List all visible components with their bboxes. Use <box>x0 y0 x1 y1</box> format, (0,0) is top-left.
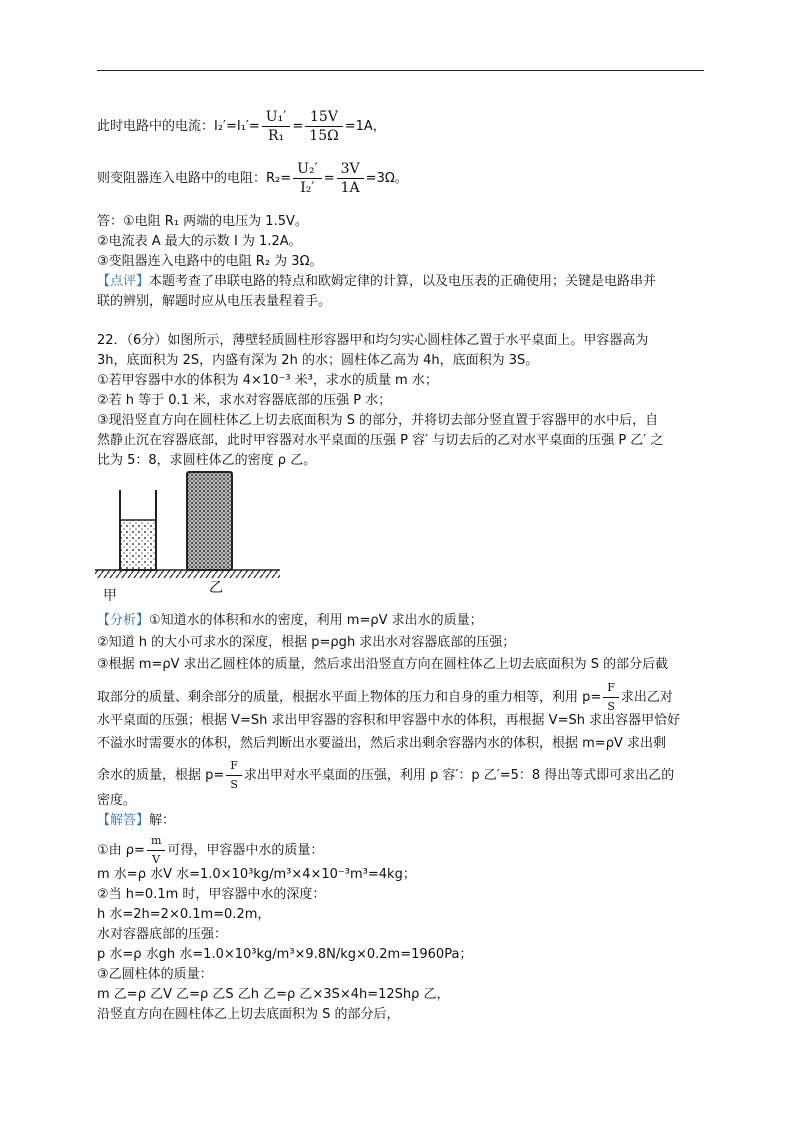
question-line-2: 3h，底面积为 2S，内盛有深为 2h 的水；圆柱体乙高为 4h，底面积为 3S。 <box>97 353 539 368</box>
container-cylinder-figure <box>95 470 315 605</box>
header-rule <box>97 70 704 71</box>
solution-1: ①由 ρ= $\frac{m}{V}$ 可得，甲容器中水的质量： <box>97 832 323 869</box>
comment-1: 【点评】本题考查了串联电路的特点和欧姆定律的计算，以及电压表的正确使用；关键是电路串并 <box>97 274 657 289</box>
question-line-3: ①若甲容器中水的体积为 4×10⁻³ 米³，求水的质量 m 水； <box>97 373 438 388</box>
resistance-line: 则变阻器连入电路中的电阻：R₂= $\frac{\text{U₂′}}{\text{I₂′}}$ = $\frac{3V}{1A}$ =3Ω。 <box>97 161 408 196</box>
solution-6: p 水=ρ 水gh 水=1.0×10³kg/m³×9.8N/kg×0.2m=1960Pa； <box>97 947 473 962</box>
question-line-7: 比为 5：8，求圆柱体乙的密度 ρ 乙。 <box>97 453 317 468</box>
question-line-4: ②若 h 等于 0.1 米，求水对容器底部的压强 P 水； <box>97 393 392 408</box>
question-line-6: 然静止沉在容器底部，此时甲容器对水平桌面的压强 P 容′ 与切去后的乙对水平桌面的压强 P 乙′ 之 <box>97 433 664 448</box>
answer-1: 答：①电阻 R₁ 两端的电压为 1.5V。 <box>97 214 308 229</box>
analysis-2: ②知道 h 的大小可求水的深度，根据 p=ρgh 求出水对容器底部的压强； <box>97 635 516 650</box>
comment-2: 联的辨别，解题时应从电压表量程着手。 <box>97 294 332 309</box>
solution-3: ②当 h=0.1m 时，甲容器中水的深度： <box>97 887 326 902</box>
analysis-7: 余水的质量，根据 p= $\frac{F}{S}$ 求出甲对水平桌面的压强，利用 p 容′：p 乙′=5：8 得出等式即可求出乙的 <box>97 757 674 794</box>
analysis-6: 不溢水时需要水的体积，然后判断出水要溢出，然后求出剩余容器内水的体积，根据 m=ρV 求出剩 <box>97 736 666 751</box>
solution-5: 水对容器底部的压强： <box>97 927 228 942</box>
analysis-8: 密度。 <box>97 793 137 808</box>
solution-4: h 水=2h=2×0.1m=0.2m， <box>97 907 271 922</box>
label-jia: 甲 <box>103 588 117 604</box>
solution-9: 沿竖直方向在圆柱体乙上切去底面积为 S 的部分后， <box>97 1007 400 1022</box>
question-line-1: 22．（6分）如图所示，薄壁轻质圆柱形容器甲和均匀实心圆柱体乙置于水平桌面上。甲容器高为 <box>97 333 649 348</box>
cylinder-yi <box>187 472 232 570</box>
analysis-5: 水平桌面的压强；根据 V=Sh 求出甲容器的容积和甲容器中水的体积，再根据 V=Sh 求出容器甲恰好 <box>97 713 681 728</box>
water-fill <box>121 520 155 570</box>
current-line: 此时电路中的电流：I₂′=I₁′= $\frac{\text{U₁′}}{\text{R₁}}$ = $\frac{15V}{15\Omega}$ =1A， <box>97 109 386 144</box>
analysis-4: 取部分的质量、剩余部分的质量，根据水平面上物体的压力和自身的重力相等，利用 p= $\frac{F}{S}$ 求出乙对 <box>97 679 673 716</box>
solution-2: m 水=ρ 水V 水=1.0×10³kg/m³×4×10⁻³m³=4kg； <box>97 867 416 882</box>
label-yi: 乙 <box>209 580 223 596</box>
answer-3: ③变阻器连入电路中的电阻 R₂ 为 3Ω。 <box>97 254 323 269</box>
analysis-3: ③根据 m=ρV 求出乙圆柱体的质量，然后求出沿竖直方向在圆柱体乙上切去底面积为 S 的部分后截 <box>97 657 669 672</box>
solution-header: 【解答】解： <box>97 813 176 828</box>
table-surface-hatch <box>95 570 280 578</box>
analysis-1: 【分析】①知道水的体积和水的密度，利用 m=ρV 求出水的质量； <box>97 613 483 628</box>
solution-7: ③乙圆柱体的质量： <box>97 967 213 982</box>
question-line-5: ③现沿竖直方向在圆柱体乙上切去底面积为 S 的部分，并将切去部分竖直置于容器甲的水中后，自 <box>97 413 659 428</box>
solution-8: m 乙=ρ 乙V 乙=ρ 乙S 乙h 乙=ρ 乙×3S×4h=12Shρ 乙， <box>97 987 450 1002</box>
answer-2: ②电流表 A 最大的示数 I 为 1.2A。 <box>97 234 302 249</box>
